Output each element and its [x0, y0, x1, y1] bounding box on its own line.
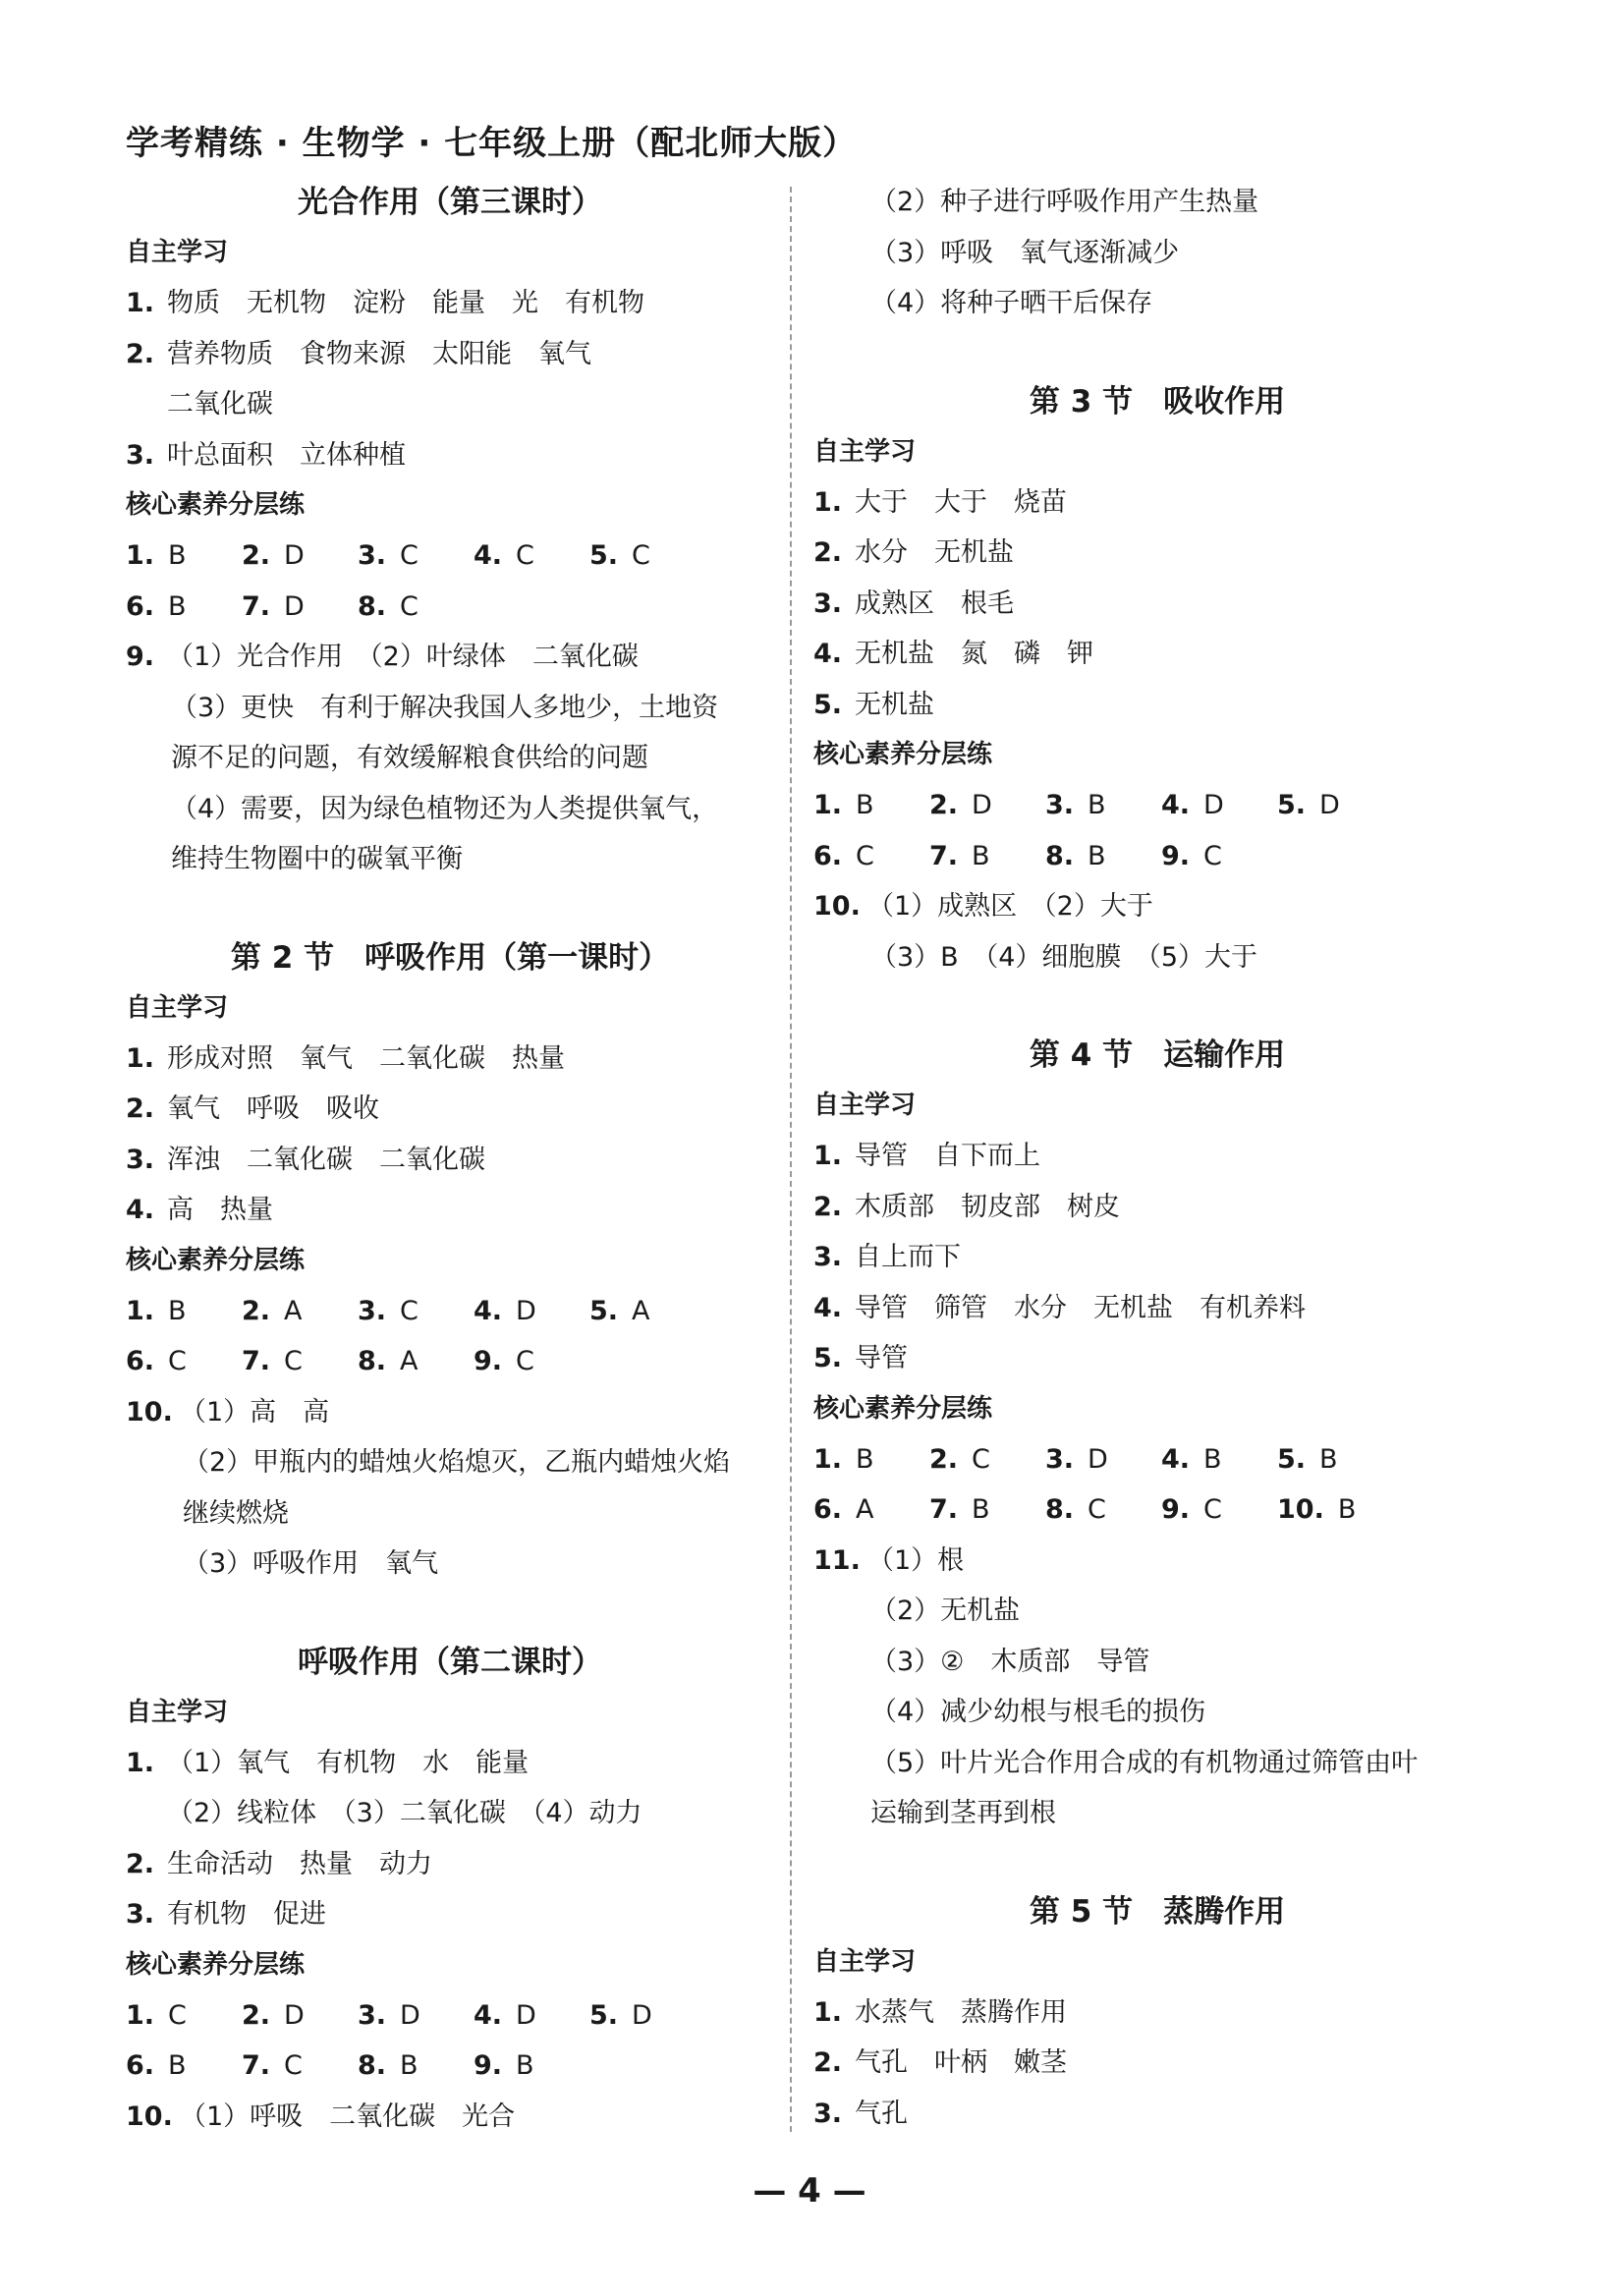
- answer-text: 成熟区 根毛: [855, 588, 1014, 619]
- choice-answer: 7. B: [929, 1494, 990, 1525]
- subheading-core-practice: 核心素养分层练: [813, 1393, 993, 1424]
- question-number: 11.: [813, 1544, 861, 1576]
- choice-row: [813, 1484, 1501, 1536]
- answer-row: [126, 1839, 774, 1890]
- answer-row: [813, 1232, 1501, 1283]
- choice-answer: 8. A: [358, 1346, 419, 1376]
- answer-text: 继续燃烧: [183, 1497, 289, 1529]
- question-number: [126, 379, 167, 430]
- question-number: 3.: [813, 588, 843, 619]
- answer-text: （5）叶片光合作用合成的有机物通过筛管由叶: [870, 1747, 1419, 1778]
- choice-answer: 7. D: [242, 590, 305, 622]
- choice-row: [126, 1990, 774, 2042]
- answer-text: 浑浊 二氧化碳 二氧化碳: [167, 1144, 485, 1175]
- question-number: 2.: [813, 2047, 843, 2078]
- question-number: 1.: [813, 486, 843, 518]
- choice-answer: 6. C: [813, 840, 874, 871]
- answer-row: [813, 477, 1501, 529]
- question-number: 1.: [126, 1042, 155, 1074]
- answer-text: （4）需要，因为绿色植物还为人类提供氧气，: [171, 793, 719, 824]
- answer-row: [813, 680, 1501, 731]
- answer-row: [126, 683, 774, 734]
- answer-text: （2）甲瓶内的蜡烛火焰熄灭，乙瓶内蜡烛火焰: [183, 1447, 731, 1478]
- answer-row: [126, 430, 774, 481]
- choice-answer: 3. C: [358, 1295, 419, 1326]
- answer-text: 高 热量: [167, 1195, 273, 1225]
- answer-row: [813, 2089, 1501, 2140]
- question-number: 4.: [813, 639, 843, 669]
- answer-row: [126, 1084, 774, 1135]
- section-title: 呼吸作用（第二课时）: [298, 1644, 602, 1680]
- answer-text: 导管: [855, 1343, 908, 1373]
- question-number: 4.: [813, 1292, 843, 1323]
- answer-row: [126, 1135, 774, 1186]
- subheading-core-practice: 核心素养分层练: [126, 1245, 306, 1275]
- answer-text: （1）成熟区 （2）大于: [867, 891, 1153, 922]
- choice-answer: 1. B: [126, 540, 187, 571]
- answer-row: [813, 177, 1501, 228]
- answer-row: [813, 932, 1501, 983]
- subheading-core-practice: 核心素养分层练: [813, 740, 993, 769]
- choice-answer: 6. A: [813, 1494, 874, 1525]
- answer-text: 形成对照 氧气 二氧化碳 热量: [167, 1042, 565, 1074]
- question-number: 3.: [126, 439, 155, 471]
- choice-row: [813, 1434, 1501, 1485]
- choice-answer: 2. A: [242, 1295, 303, 1326]
- answer-row: [126, 1437, 774, 1488]
- section-title: 第 4 节 运输作用: [1029, 1037, 1286, 1073]
- question-number: 3.: [813, 1242, 843, 1272]
- answer-text: 水蒸气 蒸腾作用: [855, 1996, 1067, 2028]
- subheading-self-study: 自主学习: [813, 436, 917, 467]
- answer-row: [126, 733, 774, 784]
- answer-row: [126, 379, 774, 430]
- answer-row: [126, 329, 774, 380]
- answer-text: 维持生物圈中的碳氧平衡: [171, 844, 463, 874]
- question-number: 1.: [126, 1747, 155, 1778]
- choice-answer: 7. B: [929, 840, 990, 871]
- answer-text: （2）无机盐: [870, 1596, 1021, 1626]
- answer-row: [126, 2092, 774, 2143]
- choice-row: [126, 1286, 774, 1337]
- choice-answer: 8. C: [1045, 1494, 1106, 1525]
- choice-answer: 5. C: [589, 540, 650, 571]
- answer-text: 生命活动 热量 动力: [167, 1848, 432, 1879]
- choice-answer: 2. D: [929, 790, 992, 820]
- question-number: [126, 1788, 167, 1839]
- choice-answer: 6. C: [126, 1346, 187, 1376]
- choice-answer: 9. B: [474, 2050, 534, 2081]
- question-number: 2.: [126, 338, 155, 369]
- answer-text: （4）将种子晒干后保存: [870, 288, 1153, 318]
- choice-answer: 5. D: [589, 1999, 652, 2031]
- answer-text: 物质 无机物 淀粉 能量 光 有机物: [167, 288, 644, 318]
- choice-answer: 9. C: [1161, 840, 1222, 871]
- choice-answer: 7. C: [242, 1346, 303, 1376]
- answer-row: [126, 1788, 774, 1839]
- answer-row: [813, 528, 1501, 579]
- choice-row: [126, 1336, 774, 1387]
- answer-text: （3）B （4）细胞膜 （5）大于: [870, 941, 1258, 973]
- choice-answer: 4. C: [474, 540, 534, 571]
- choice-answer: 8. B: [358, 2050, 419, 2081]
- choice-row: [813, 780, 1501, 831]
- question-number: 10.: [813, 891, 861, 922]
- choice-answer: 8. B: [1045, 840, 1106, 871]
- section-title: 第 2 节 呼吸作用（第一课时）: [230, 939, 670, 976]
- answer-text: 水分 无机盐: [855, 537, 1014, 568]
- answer-row: [126, 1738, 774, 1789]
- answer-text: 运输到茎再到根: [870, 1798, 1056, 1828]
- question-number: 2.: [813, 537, 843, 568]
- choice-row: [126, 531, 774, 582]
- choice-answer: 2. D: [242, 540, 305, 571]
- column-divider: [790, 187, 792, 2132]
- answer-row: [813, 1333, 1501, 1384]
- question-number: 5.: [813, 689, 843, 720]
- answer-text: （3）② 木质部 导管: [870, 1646, 1150, 1677]
- question-number: 1.: [813, 1141, 843, 1171]
- answer-row: [813, 1586, 1501, 1637]
- answer-text: 无机盐 氮 磷 钾: [855, 639, 1093, 669]
- answer-text: 自上而下: [855, 1242, 961, 1272]
- answer-row: [813, 1687, 1501, 1738]
- question-number: 3.: [126, 1144, 155, 1175]
- answer-text: 营养物质 食物来源 太阳能 氧气: [167, 338, 591, 369]
- section-title: 第 3 节 吸收作用: [1029, 383, 1286, 420]
- answer-row: [813, 1988, 1501, 2039]
- question-number: 1.: [813, 1996, 843, 2028]
- choice-answer: 1. C: [126, 1999, 187, 2031]
- choice-row: [813, 831, 1501, 882]
- subheading-self-study: 自主学习: [813, 1946, 917, 1977]
- question-number: 3.: [813, 2098, 843, 2129]
- answer-text: 氧气 呼吸 吸收: [167, 1093, 379, 1124]
- answer-row: [813, 1788, 1501, 1839]
- answer-text: （1）氧气 有机物 水 能量: [167, 1747, 530, 1778]
- choice-answer: 6. B: [126, 2050, 187, 2081]
- choice-answer: 7. C: [242, 2050, 303, 2081]
- answer-text: （1）光合作用 （2）叶绿体 二氧化碳: [167, 642, 639, 672]
- question-number: 5.: [813, 1343, 843, 1373]
- answer-text: （1）根: [867, 1544, 965, 1576]
- answer-row: [126, 784, 774, 835]
- question-number: 2.: [126, 1093, 155, 1124]
- answer-row: [813, 579, 1501, 630]
- answer-text: 有机物 促进: [167, 1899, 326, 1930]
- answer-row: [813, 629, 1501, 680]
- question-number: 2.: [813, 1191, 843, 1222]
- answer-row: [813, 1536, 1501, 1587]
- choice-answer: 4. D: [474, 1295, 536, 1326]
- choice-row: [126, 582, 774, 633]
- answer-text: 无机盐: [855, 689, 934, 720]
- answer-text: 二氧化碳: [167, 389, 273, 420]
- answer-row: [126, 278, 774, 329]
- subheading-self-study: 自主学习: [126, 992, 229, 1023]
- page-header: 学考精练 · 生物学 · 七年级上册（配北师大版）: [126, 124, 858, 163]
- choice-answer: 2. D: [242, 1999, 305, 2031]
- question-number: 9.: [126, 642, 155, 672]
- choice-answer: 1. B: [813, 1443, 874, 1475]
- answer-row: [813, 1182, 1501, 1233]
- answer-text: （1）呼吸 二氧化碳 光合: [180, 2100, 516, 2132]
- choice-answer: 10. B: [1277, 1494, 1357, 1525]
- choice-answer: 5. A: [589, 1295, 650, 1326]
- question-number: 10.: [126, 2100, 173, 2132]
- answer-row: [813, 2038, 1501, 2089]
- answer-row: [126, 1185, 774, 1236]
- answer-text: 叶总面积 立体种植: [167, 439, 406, 471]
- left-column: [126, 177, 774, 2142]
- choice-answer: 5. D: [1277, 790, 1340, 820]
- choice-answer: 3. D: [358, 1999, 420, 2031]
- subheading-self-study: 自主学习: [126, 1697, 229, 1727]
- choice-answer: 4. D: [474, 1999, 536, 2031]
- section-title: 第 5 节 蒸腾作用: [1029, 1893, 1286, 1930]
- answer-row: [126, 1034, 774, 1085]
- answer-text: （4）减少幼根与根毛的损伤: [870, 1697, 1206, 1727]
- answer-text: 气孔 叶柄 嫩茎: [855, 2047, 1067, 2078]
- choice-answer: 8. C: [358, 590, 419, 622]
- choice-answer: 5. B: [1277, 1443, 1338, 1475]
- question-number: 2.: [126, 1848, 155, 1879]
- choice-answer: 2. C: [929, 1443, 990, 1475]
- question-number: 4.: [126, 1195, 155, 1225]
- subheading-self-study: 自主学习: [813, 1091, 917, 1120]
- answer-text: 大于 大于 烧苗: [855, 486, 1067, 518]
- subheading-self-study: 自主学习: [126, 238, 229, 267]
- answer-text: 源不足的问题，有效缓解粮食供给的问题: [171, 743, 648, 773]
- page-number: — 4 —: [753, 2171, 866, 2211]
- choice-row: [126, 2041, 774, 2092]
- section-title: 光合作用（第三课时）: [298, 185, 602, 220]
- answer-text: （2）线粒体 （3）二氧化碳 （4）动力: [167, 1798, 642, 1828]
- answer-row: [126, 1889, 774, 1940]
- question-number: 1.: [126, 288, 155, 318]
- answer-text: （2）种子进行呼吸作用产生热量: [870, 187, 1259, 217]
- answer-row: [126, 632, 774, 683]
- choice-answer: 1. B: [126, 1295, 187, 1326]
- choice-answer: 4. B: [1161, 1443, 1222, 1475]
- choice-answer: 9. C: [474, 1346, 534, 1376]
- subheading-core-practice: 核心素养分层练: [126, 1949, 306, 1980]
- answer-text: （1）高 高: [180, 1396, 330, 1428]
- answer-row: [813, 1738, 1501, 1789]
- answer-row: [126, 1539, 774, 1590]
- answer-row: [813, 881, 1501, 932]
- choice-answer: 3. C: [358, 540, 419, 571]
- choice-answer: 6. B: [126, 590, 187, 622]
- answer-row: [813, 1283, 1501, 1334]
- choice-answer: 1. B: [813, 790, 874, 820]
- answer-text: （3）呼吸 氧气逐渐减少: [870, 237, 1180, 268]
- choice-answer: 9. C: [1161, 1494, 1222, 1525]
- answer-row: [126, 1387, 774, 1438]
- answer-text: 木质部 韧皮部 树皮: [855, 1191, 1120, 1222]
- answer-text: （3）更快 有利于解决我国人多地少，土地资: [171, 692, 719, 723]
- answer-row: [813, 278, 1501, 329]
- answer-text: 气孔: [855, 2098, 908, 2129]
- subheading-core-practice: 核心素养分层练: [126, 490, 306, 520]
- question-number: 3.: [126, 1899, 155, 1930]
- choice-answer: 3. D: [1045, 1443, 1108, 1475]
- answer-row: [813, 1131, 1501, 1182]
- answer-row: [126, 1488, 774, 1540]
- answer-text: 导管 自下而上: [855, 1141, 1040, 1171]
- answer-row: [813, 1637, 1501, 1688]
- right-column: [813, 177, 1501, 2139]
- answer-row: [126, 834, 774, 885]
- question-number: 10.: [126, 1396, 173, 1428]
- answer-row: [813, 228, 1501, 279]
- choice-answer: 4. D: [1161, 790, 1224, 820]
- choice-answer: 3. B: [1045, 790, 1106, 820]
- answer-text: （3）呼吸作用 氧气: [183, 1548, 439, 1579]
- answer-text: 导管 筛管 水分 无机盐 有机养料: [855, 1292, 1306, 1323]
